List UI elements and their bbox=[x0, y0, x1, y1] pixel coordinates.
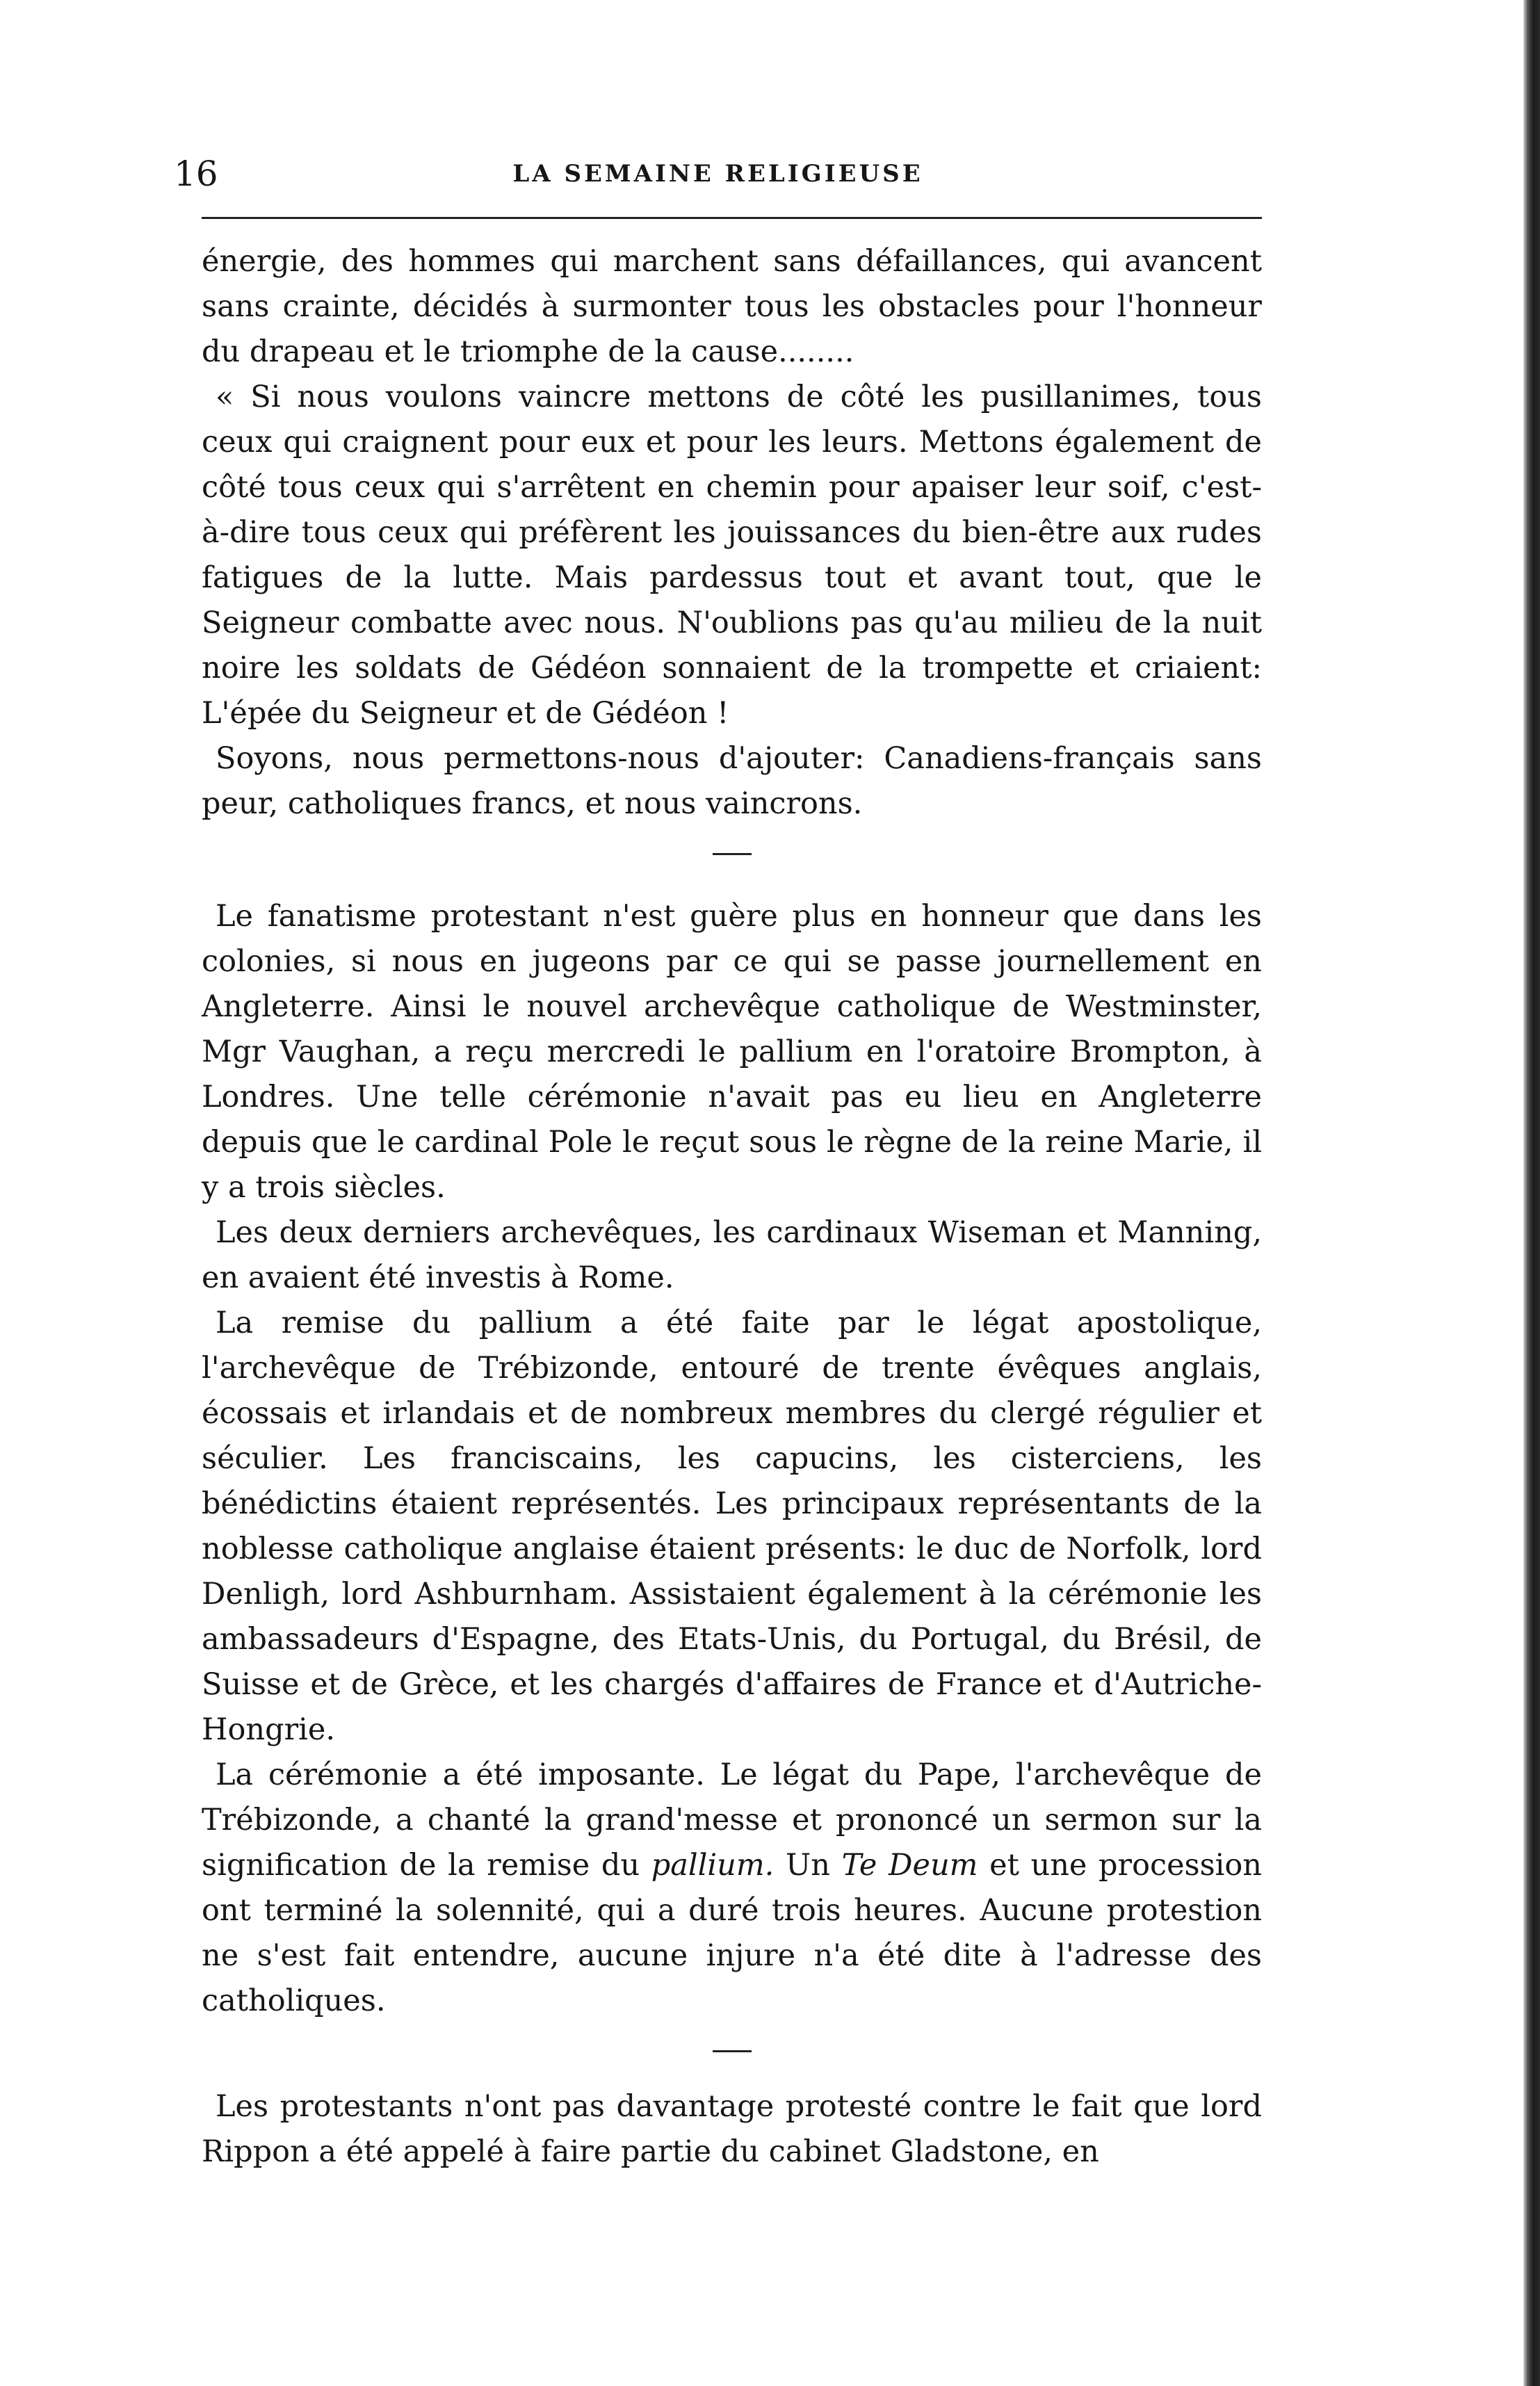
section-separator bbox=[713, 2050, 752, 2052]
paragraph-3: Soyons, nous permettons-nous d'ajouter: Canadiens-français sans peur, catholiques francs, et nous vaincrons. bbox=[202, 741, 1262, 821]
paragraph-7-text-a: La cérémonie a été imposante. Le légat du Pape, l'archevêque de Trébizonde, a chanté la grand'messe et prononcé un sermon sur la signification de la remise du bbox=[202, 1758, 1262, 1883]
paragraph-4: Le fanatisme protestant n'est guère plus en honneur que dans les colonies, si nous en jugeons par ce qui se passe journellement en Angleterre. Ainsi le nouvel archevêque catholique de Westminster, Mgr Vaughan, a reçu mercredi le pallium en l'oratoire Brompton, à Londres. Une telle cérémonie n'avait pas eu lieu en Angleterre depuis que le cardinal Pole le reçut sous le règne de la reine Marie, il y a trois siècles. bbox=[202, 899, 1262, 1205]
paragraph-5: Les deux derniers archevêques, les cardinaux Wiseman et Manning, en avaient été investis à Rome. bbox=[202, 1215, 1262, 1295]
paragraph-7-text-b: Un bbox=[774, 1848, 842, 1883]
page-number: 16 bbox=[174, 154, 218, 194]
paragraph-6: La remise du pallium a été faite par le légat apostolique, l'archevêque de Trébizonde, entouré de trente évêques anglais, écossais et irlandais et de nombreux membres du clergé régulier et séculier. Les franciscains, les capucins, les cisterciens, les bénédictins étaient représentés. Les principaux représentants de la noblesse catholique anglaise étaient présents: le duc de Norfolk, lord Denligh, lord Ashburnham. Assistaient également à la cérémonie les ambassadeurs d'Espagne, des Etats-Unis, du Portugal, du Brésil, de Suisse et de Grèce, et les chargés d'affaires de France et d'Autriche-Hongrie. bbox=[202, 1306, 1262, 1747]
page-header bbox=[174, 149, 1262, 198]
running-title: LA SEMAINE RELIGIEUSE bbox=[512, 160, 923, 188]
section-separator bbox=[713, 853, 752, 855]
paragraph-2: « Si nous voulons vaincre mettons de côté les pusillanimes, tous ceux qui craignent pour eux et pour les leurs. Mettons également de côté tous ceux qui s'arrêtent en chemin pour apaiser leur soif, c'est-à-dire tous ceux qui préfèrent les jouissances du bien-être aux rudes fatigues de la lutte. Mais pardessus tout et avant tout, que le Seigneur combatte avec nous. N'oublions pas qu'au milieu de la nuit noire les soldats de Gédéon sonnaient de la trompette et criaient: L'épée du Seigneur et de Gédéon ! bbox=[202, 380, 1262, 731]
header-rule bbox=[202, 217, 1262, 219]
body-text bbox=[202, 239, 1262, 2175]
paragraph-1: énergie, des hommes qui marchent sans défaillances, qui avancent sans crainte, décidés à surmonter tous les obstacles pour l'honneur du drapeau et le triomphe de la cause........ bbox=[202, 244, 1262, 369]
paragraph-7 bbox=[202, 1753, 1262, 2024]
paragraph-7-italic-te-deum: Te Deum bbox=[841, 1848, 978, 1883]
paragraph-7-italic-pallium: pallium. bbox=[651, 1848, 775, 1883]
scan-binding-edge bbox=[1523, 0, 1540, 2386]
paragraph-8: Les protestants n'ont pas davantage protesté contre le fait que lord Rippon a été appelé à faire partie du cabinet Gladstone, en bbox=[202, 2089, 1262, 2169]
paragraph-7-text-c: et une procession ont terminé la solennité, qui a duré trois heures. Aucune protestion ne s'est fait entendre, aucune injure n'a été dite à l'adresse des catholiques. bbox=[202, 1848, 1262, 2018]
